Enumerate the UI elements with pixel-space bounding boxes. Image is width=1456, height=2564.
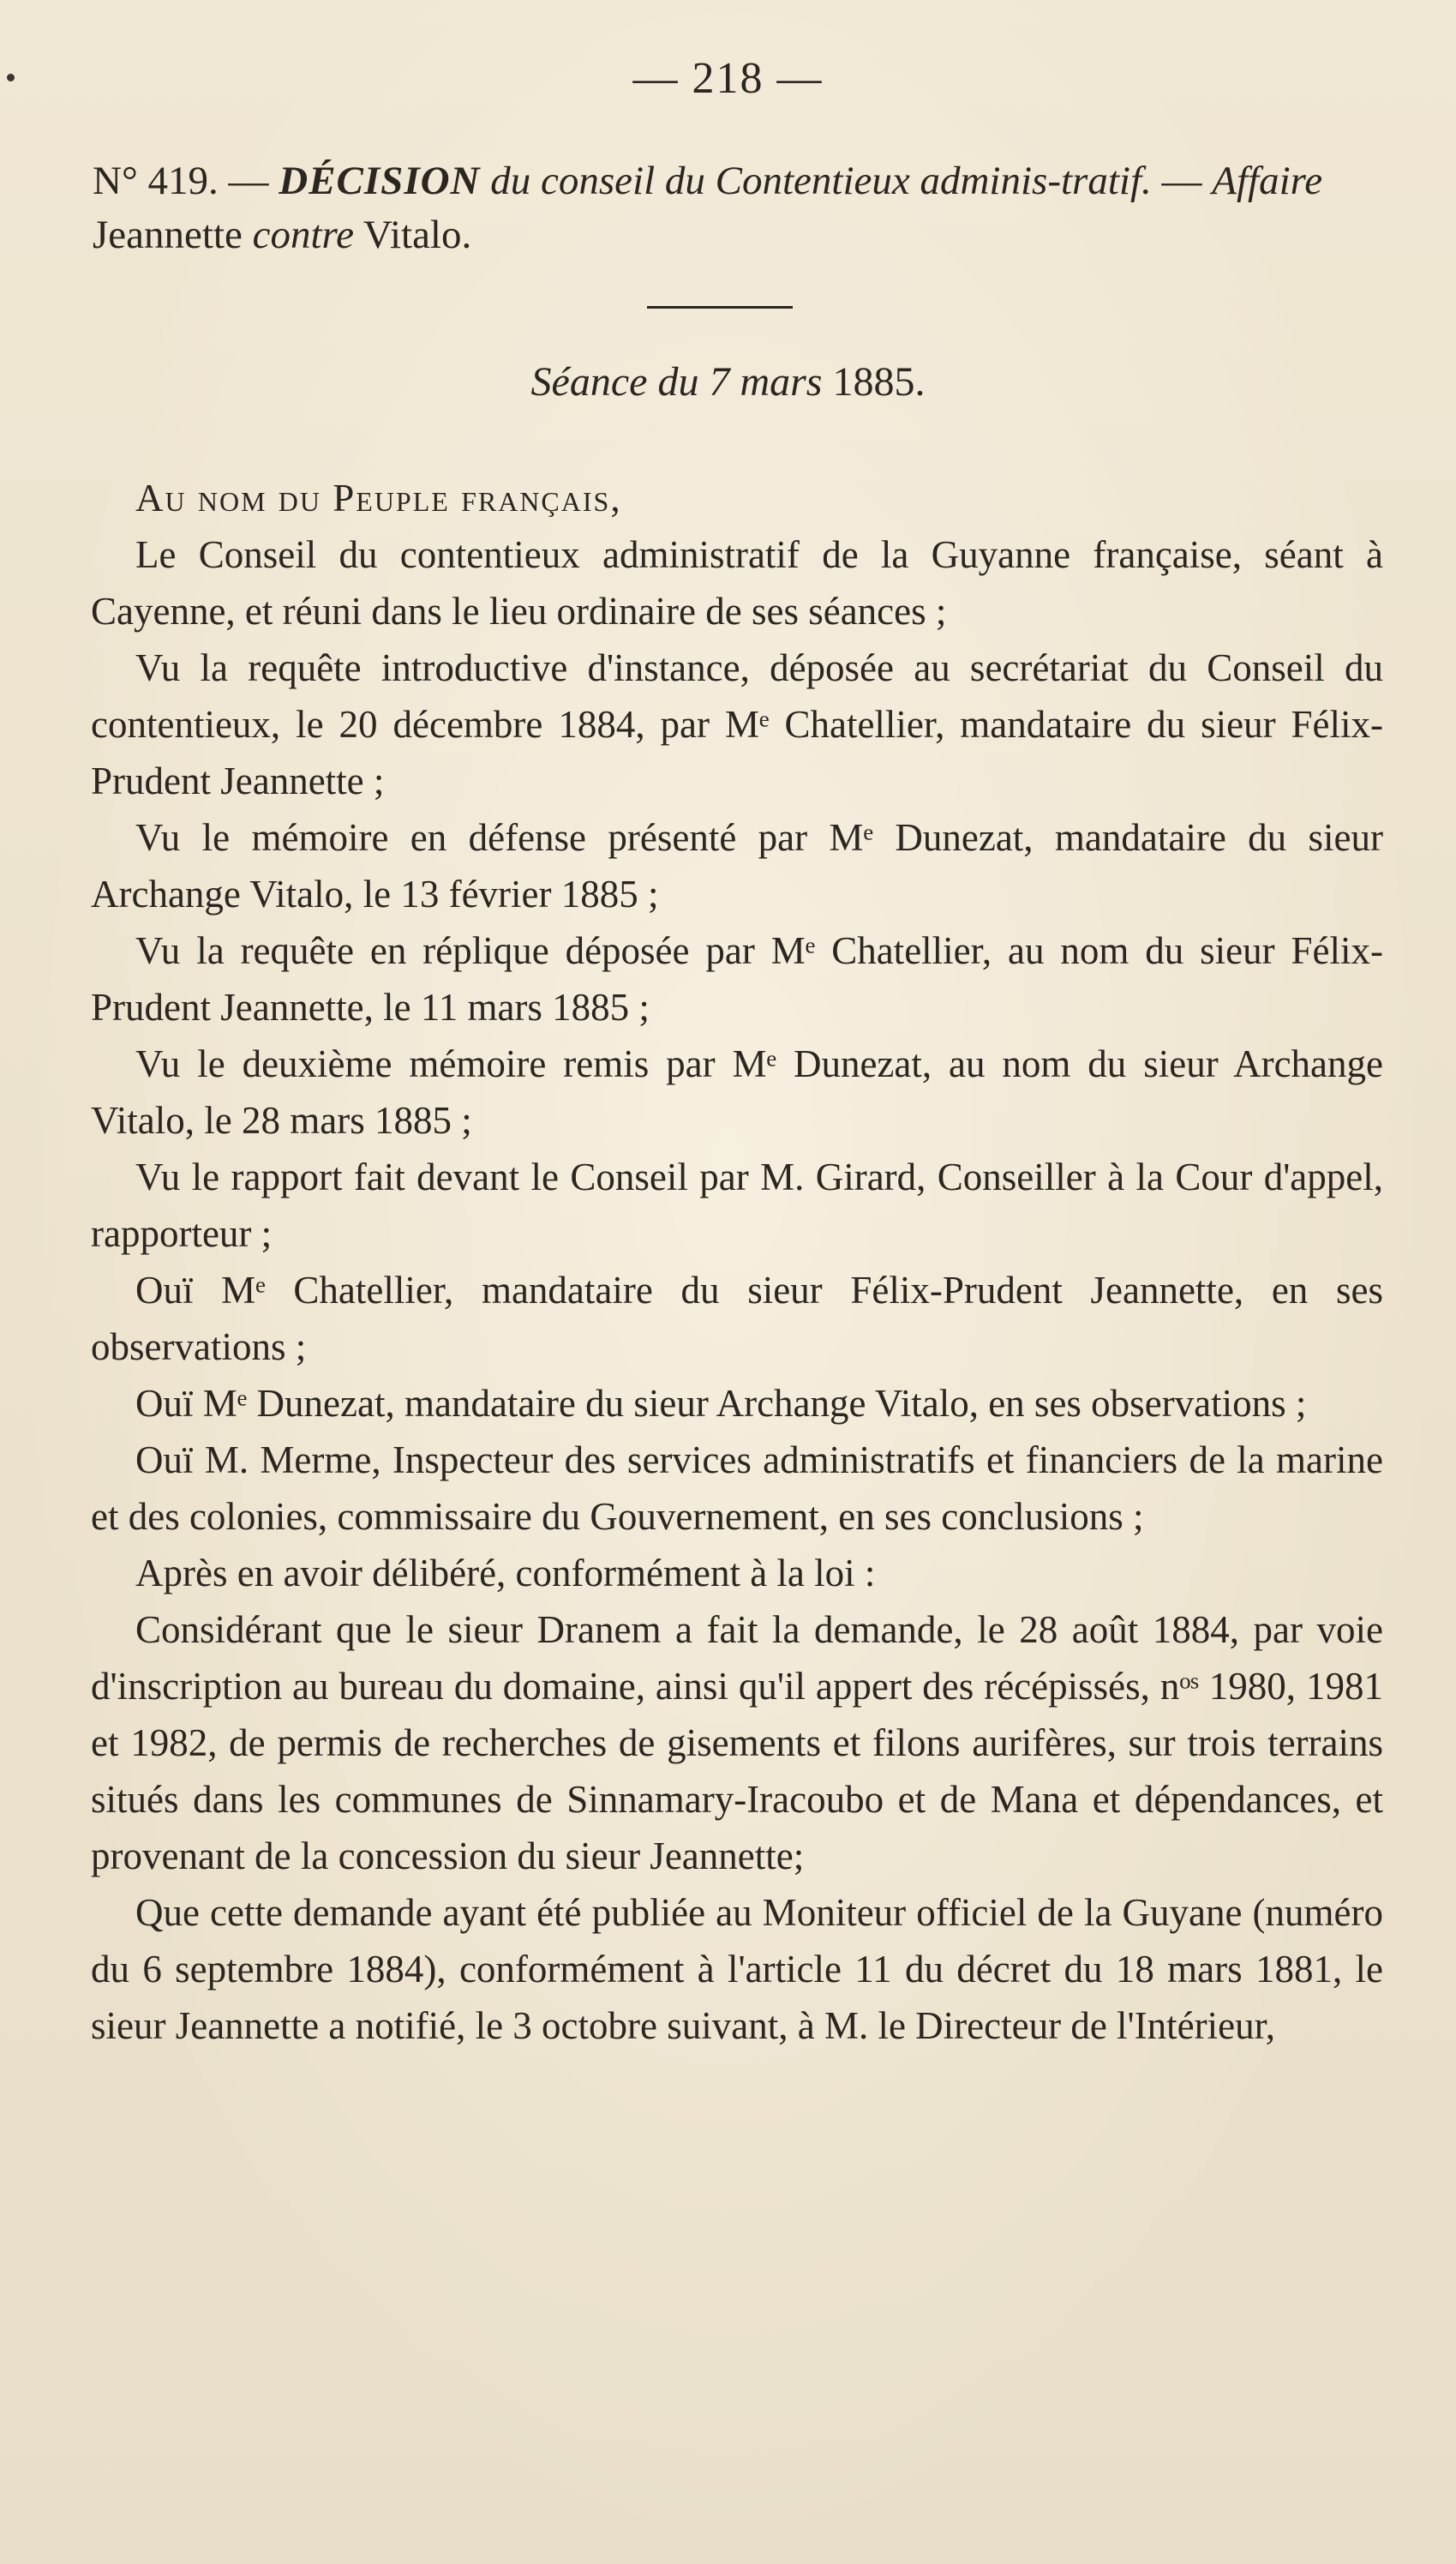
paragraph: Vu le deuxième mémoire remis par Mᵉ Dunezat, au nom du sieur Archange Vitalo, le 28 mars 1885 ; [91,1042,1383,1142]
paragraph: Vu le rapport fait devant le Conseil par M. Girard, Conseiller à la Cour d'appel, rapporteur ; [91,1156,1383,1255]
paragraph: Ouï M. Merme, Inspecteur des services administratifs et financiers de la marine et des colonies, commissaire du Gouvernement, en ses conclusions ; [91,1438,1383,1538]
paragraph: Après en avoir délibéré, conformément à la loi : [135,1552,876,1594]
paragraph: Vu le mémoire en défense présenté par Mᵉ Dunezat, mandataire du sieur Archange Vitalo, le 13 février 1885 ; [91,816,1383,916]
paragraph: Ouï Mᵉ Chatellier, mandataire du sieur Félix-Prudent Jeannette, en ses observations ; [91,1269,1383,1368]
decision-body [91,470,1383,2054]
contre-label: contre [252,213,354,257]
page-number: — 218 — [632,54,824,103]
paragraph: Ouï Mᵉ Dunezat, mandataire du sieur Archange Vitalo, en ses observations ; [135,1382,1307,1425]
paragraph: Vu la requête en réplique déposée par Mᵉ Chatellier, au nom du sieur Félix-Prudent Jeannette, le 11 mars 1885 ; [91,929,1383,1029]
paragraph: Que cette demande ayant été publiée au Moniteur officiel de la Guyane (numéro du 6 septembre 1884), conformément à l'article 11 du décret du 18 mars 1881, le sieur Jeannette a notifié, le 3 octobre suivant, à M. le Directeur de l'Intérieur, [91,1891,1383,2047]
seance-year: 1885. [822,359,926,405]
decision-heading [93,154,1395,262]
preamble: Au nom du Peuple français, [135,477,622,519]
paragraph: Considérant que le sieur Dranem a fait la demande, le 28 août 1884, par voie d'inscription au bureau du domaine, ainsi qu'il appert des récépissés, nᵒˢ 1980, 1981 et 1982, de permis de recherches de gisements et filons aurifères, sur trois terrains situés dans les communes de Sinnamary-Iracoubo et de Mana et dépendances, et provenant de la concession du sieur Jeannette; [91,1608,1383,1877]
paragraph: Le Conseil du contentieux administratif de la Guyanne française, séant à Cayenne, et réuni dans le lieu ordinaire de ses séances ; [91,533,1383,633]
seance-date [0,358,1456,405]
party-name: Vitalo. [353,213,472,257]
heading-dash: — [218,159,279,203]
council-label: du conseil du Contentieux adminis-tratif. [480,159,1152,203]
party-name: Jeannette [93,213,253,257]
seance-text: Séance du 7 mars [530,359,823,405]
separator-rule [647,306,793,309]
heading-dash: — [1151,159,1213,203]
decision-number: N° 419. [93,159,219,203]
decision-label: DÉCISION [279,159,481,203]
paragraph: Vu la requête introductive d'instance, déposée au secrétariat du Conseil du contentieux, le 20 décembre 1884, par Mᵉ Chatellier, mandataire du sieur Félix-Prudent Jeannette ; [91,646,1383,802]
affaire-label: Affaire [1212,159,1323,203]
